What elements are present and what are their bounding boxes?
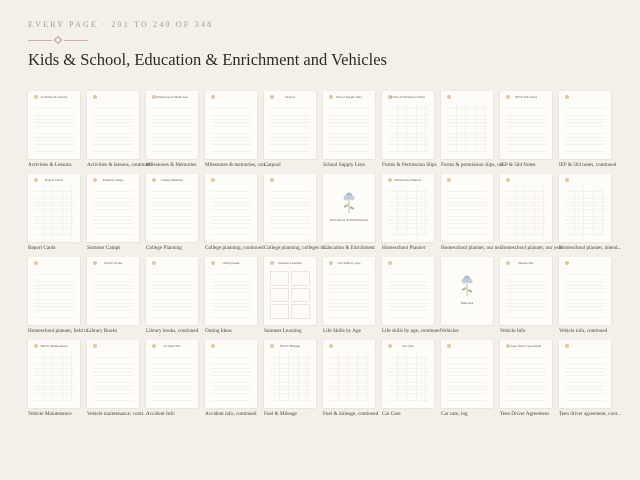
page-preview[interactable] [382,340,434,408]
page-thumbnail[interactable] [264,91,316,174]
page-caption: Homeschool Planner [382,245,426,251]
page-thumbnail[interactable] [559,340,622,423]
page-thumbnail-grid [28,91,622,423]
flower-icon [270,178,274,182]
page-preview[interactable] [441,257,493,325]
page-preview[interactable] [146,340,198,408]
page-caption: Homeschool planner, our year [500,245,563,251]
page-thumbnail[interactable] [146,91,198,174]
page-body [93,105,133,153]
page-body [34,271,74,319]
page-caption: IEP & 504 Notes [500,162,536,168]
page-body [565,354,605,402]
page-body [270,188,310,236]
flower-illustration-icon [459,273,475,297]
page-heading: Forms & Permission Slips [391,96,425,99]
page-body [211,188,251,236]
page-heading: Activities & Lessons [40,96,68,99]
section-title: Kids & School, Education & Enrichment and Vehicles [28,50,387,69]
page-caption: Homeschool planner, intend... [559,245,622,251]
page-preview[interactable] [382,257,434,325]
page-body [447,105,487,153]
page-body [93,188,133,236]
page-caption: Milestones & Memories [146,162,197,168]
page-preview[interactable] [559,174,611,242]
page-preview[interactable] [264,340,316,408]
page-body [34,354,74,402]
cover-title: Education & Enrichment [330,218,368,222]
page-preview[interactable] [264,257,316,325]
page-body [34,105,74,153]
page-preview[interactable] [441,340,493,408]
page-caption: Activities & Lessons [28,162,72,168]
page-body [152,105,192,153]
flower-icon [93,344,97,348]
page-preview[interactable] [500,340,552,408]
page-heading: Homeschool Planner [394,179,422,182]
divider-ornament [28,37,88,43]
page-preview[interactable] [323,257,375,325]
page-caption: Summer Camps [87,245,121,251]
page-heading: Milestones & Memories [156,96,188,99]
cover-title: Vehicles [460,301,474,305]
page-thumbnail[interactable] [205,91,269,174]
page-thumbnail[interactable] [441,174,504,257]
flower-icon [211,178,215,182]
flower-icon [506,178,510,182]
page-body [565,105,605,153]
page-heading: College Planning [160,179,184,182]
page-preview[interactable] [87,340,139,408]
page-thumbnail[interactable] [500,91,552,174]
page-preview[interactable] [559,257,611,325]
page-caption: Car Care [382,411,401,417]
page-body [270,105,310,153]
page-thumbnail[interactable] [559,91,617,174]
page-caption: Library Books [87,328,118,334]
page-heading: Teen Driver Agreement [510,345,542,348]
page-thumbnail[interactable] [559,257,611,340]
page-caption: Vehicles [441,328,459,334]
page-thumbnail[interactable] [323,174,375,257]
page-preview[interactable] [146,174,198,242]
page-caption: Summer Learning [264,328,302,334]
page-preview[interactable] [500,174,552,242]
page-preview[interactable] [28,340,80,408]
page-preview[interactable] [559,91,611,159]
page-heading: Life Skills by Age [337,262,361,265]
page-caption: School Supply Lists [323,162,365,168]
page-caption: Accident info, continued [205,411,257,417]
page-body [565,271,605,319]
page-body [152,354,192,402]
page-preview[interactable] [559,340,611,408]
page-caption: Teen driver agreement, cont... [559,411,622,417]
page-heading: Vehicle Maintenance [40,345,68,348]
page-body [447,354,487,402]
flower-icon [447,344,451,348]
page-preview[interactable] [323,174,375,242]
page-heading: Summer Learning [278,262,302,265]
page-body [211,105,251,153]
page-caption: Forms & Permission Slips [382,162,437,168]
page-caption: Forms & permission slips, co... [441,162,506,168]
page-body [388,271,428,319]
page-body [211,271,251,319]
page-body [270,271,310,319]
page-body [329,354,369,402]
flower-illustration-icon [341,190,357,214]
page-thumbnail[interactable] [382,257,441,340]
page-caption: Vehicle Maintenance [28,411,72,417]
page-caption: Milestones & memories, con... [205,162,269,168]
flower-icon [93,95,97,99]
page-body [34,188,74,236]
page-caption: Carpool [264,162,281,168]
page-thumbnail[interactable] [264,257,316,340]
page-caption: Vehicle Info [500,328,526,334]
page-thumbnail[interactable] [500,340,552,423]
page-caption: Accident Info [146,411,175,417]
page-heading: Carpool [284,96,296,99]
page-thumbnail[interactable] [441,340,493,423]
page-thumbnail[interactable] [382,340,434,423]
flower-icon [447,95,451,99]
page-thumbnail[interactable] [146,174,198,257]
page-caption: Homeschool planner, field tr... [28,328,92,334]
page-caption: Teen Driver Agreement [500,411,549,417]
page-preview[interactable] [264,174,316,242]
page-thumbnail[interactable] [323,91,375,174]
page-body [211,354,251,402]
page-heading: School Supply Lists [336,96,362,99]
page-heading: Accident Info [163,345,181,348]
page-thumbnail[interactable] [382,174,434,257]
flower-icon [565,95,569,99]
page-heading: Fuel & Mileage [279,345,301,348]
page-header [28,20,387,70]
page-heading: Outing Ideas [222,262,240,265]
page-body [506,105,546,153]
flower-icon [34,261,38,265]
page-heading: Vehicle Info [518,262,534,265]
page-thumbnail[interactable] [441,257,493,340]
page-caption: Outing Ideas [205,328,232,334]
page-thumbnail[interactable] [87,174,139,257]
page-body [152,188,192,236]
page-body [565,188,605,236]
page-preview[interactable] [205,257,257,325]
page-thumbnail[interactable] [87,257,139,340]
page-caption: Life Skills by Age [323,328,361,334]
flower-icon [329,344,333,348]
page-thumbnail[interactable] [87,340,147,423]
flower-icon [152,261,156,265]
page-preview[interactable] [323,91,375,159]
page-caption: Life skills by age, continued [382,328,441,334]
page-body [270,354,310,402]
page-thumbnail[interactable] [441,91,506,174]
page-body [388,105,428,153]
page-thumbnail[interactable] [323,340,379,423]
page-thumbnail[interactable] [559,174,622,257]
page-preview[interactable] [87,174,139,242]
page-thumbnail[interactable] [205,340,257,423]
page-caption: Fuel & Mileage [264,411,297,417]
page-caption: College Planning [146,245,182,251]
page-thumbnail[interactable] [146,257,198,340]
page-preview[interactable] [205,174,257,242]
page-body [93,271,133,319]
flower-icon [388,261,392,265]
page-caption: Fuel & mileage, continued [323,411,379,417]
flower-icon [211,95,215,99]
page-heading: Library Books [103,262,123,265]
page-preview[interactable] [323,340,375,408]
flower-icon [565,261,569,265]
page-thumbnail[interactable] [500,174,563,257]
page-heading: Car Care [402,345,414,348]
page-thumbnail[interactable] [28,257,92,340]
flower-icon [565,344,569,348]
page-body [506,354,546,402]
flower-icon [565,178,569,182]
page-body [329,105,369,153]
page-preview[interactable] [205,340,257,408]
page-body [447,188,487,236]
page-preview[interactable] [87,257,139,325]
page-thumbnail[interactable] [382,91,437,174]
page-preview[interactable] [500,91,552,159]
page-body [329,271,369,319]
page-range-label: EVERY PAGE · 201 TO 240 OF 348 [28,20,214,29]
page-preview[interactable] [146,91,198,159]
page-preview[interactable] [382,91,434,159]
page-caption: Activities & lessons, continued [87,162,152,168]
page-caption: Vehicle info, continued [559,328,608,334]
page-thumbnail[interactable] [28,174,80,257]
page-thumbnail[interactable] [87,91,152,174]
page-preview[interactable] [264,91,316,159]
page-caption: Education & Enrichment [323,245,375,251]
page-preview[interactable] [146,257,198,325]
flower-icon [447,178,451,182]
page-caption: College planning, continued [205,245,264,251]
page-body [152,271,192,319]
page-preview[interactable] [500,257,552,325]
page-thumbnail[interactable] [28,91,80,174]
page-preview[interactable] [28,174,80,242]
page-thumbnail[interactable] [323,257,375,340]
page-preview[interactable] [441,174,493,242]
page-caption: Library books, continued [146,328,199,334]
page-caption: College planning, colleges to... [264,245,329,251]
page-body [388,354,428,402]
page-thumbnail[interactable] [264,174,329,257]
page-preview[interactable] [441,91,493,159]
page-thumbnail[interactable] [500,257,552,340]
page-preview[interactable] [205,91,257,159]
page-caption: IEP & 504 notes, continued [559,162,617,168]
page-caption: Vehicle maintenance, conti... [87,411,147,417]
page-body [388,188,428,236]
page-preview[interactable] [87,91,139,159]
page-caption: Car care, log [441,411,468,417]
page-preview[interactable] [382,174,434,242]
page-thumbnail[interactable] [205,174,264,257]
flower-icon [211,344,215,348]
page-preview[interactable] [28,91,80,159]
page-heading: Report Cards [45,179,63,182]
page-thumbnail[interactable] [264,340,316,423]
page-caption: Homeschool planner, our ne... [441,245,504,251]
page-thumbnail[interactable] [146,340,198,423]
page-thumbnail[interactable] [28,340,80,423]
page-body [506,188,546,236]
page-thumbnail[interactable] [205,257,257,340]
page-preview[interactable] [28,257,80,325]
page-caption: Report Cards [28,245,56,251]
page-heading: Summer Camps [102,179,124,182]
page-heading: IEP & 504 Notes [514,96,538,99]
page-body [93,354,133,402]
page-body [506,271,546,319]
